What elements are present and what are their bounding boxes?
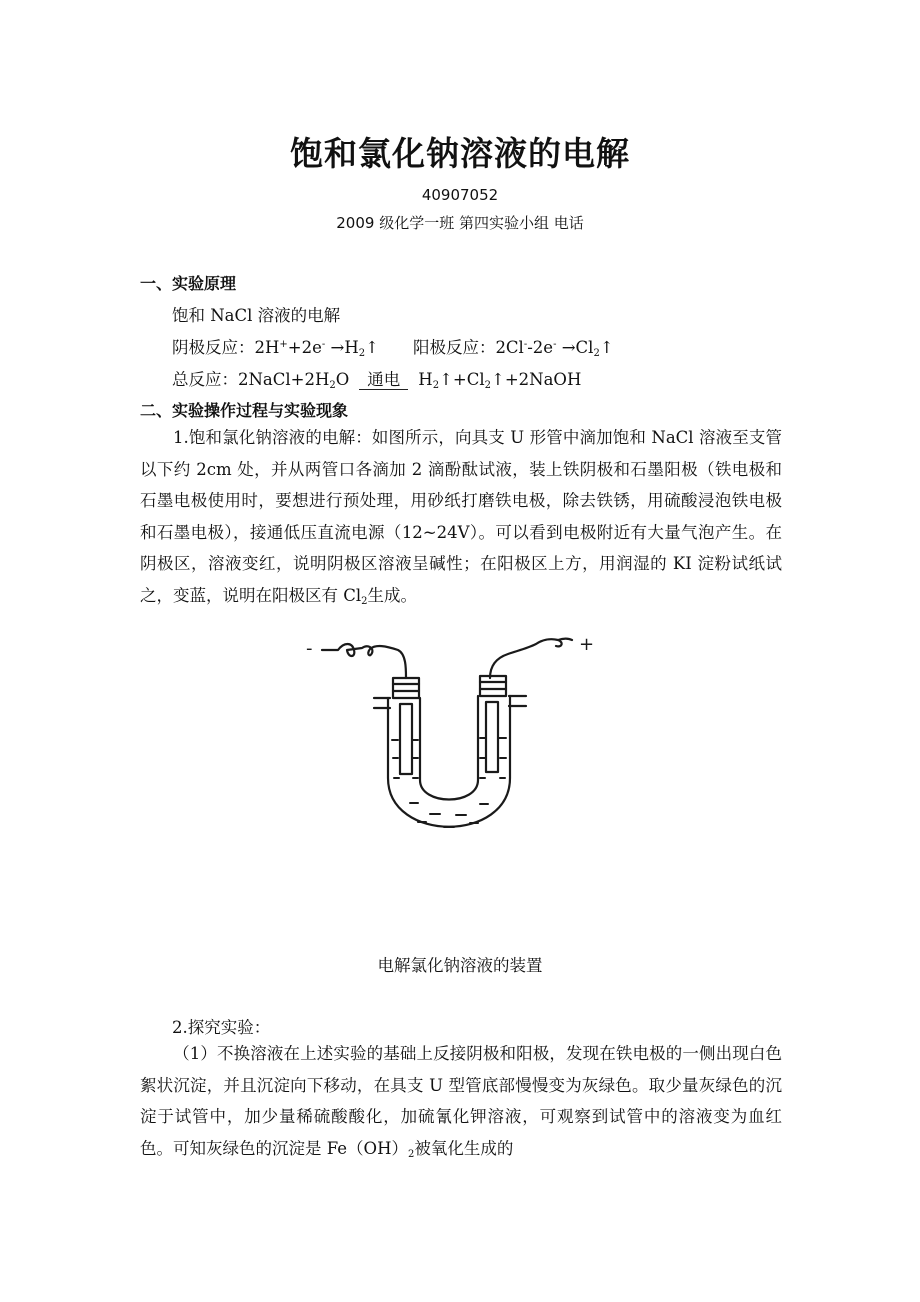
total-products: $H_2↑+Cl_2↑+2NaOH$: [418, 370, 582, 391]
iron-cathode: [400, 704, 412, 774]
cathode-label: 阴极反应：: [172, 338, 255, 357]
figure-caption: 电解氯化钠溶液的装置: [377, 956, 543, 975]
anode-label: 阳极反应：: [412, 338, 496, 357]
section1-heading: 一、实验原理: [140, 274, 237, 293]
electrode-reactions: [172, 334, 614, 359]
positive-terminal-sign: +: [579, 634, 595, 655]
negative-wire: [322, 644, 406, 678]
right-stopper: [480, 676, 506, 696]
positive-wire: [490, 639, 572, 679]
page-title: 饱和氯化钠溶液的电解: [290, 134, 630, 173]
graphite-anode: [486, 702, 498, 772]
cathode-equation: $2H^++2e^- \to H_2↑$: [254, 338, 379, 359]
explore-heading: 2.探究实验：: [172, 1018, 271, 1037]
total-reactants: $2NaCl+2H_2O$: [238, 370, 350, 391]
u-tube-apparatus-figure: [300, 628, 610, 843]
left-stopper: [393, 678, 419, 698]
anode-equation: $2Cl^--2e^- \to Cl_2↑$: [495, 338, 614, 359]
explore-paragraph: （1）不换溶液在上述实验的基础上反接阴极和阳极，发现在铁电极的一侧出现白色絮状沉淀，并且沉淀向下移动，在具支 U 型管底部慢慢变为灰绿色。取少量灰绿色的沉淀于试管中，加少量稀硫酸酸化，加硫氰化钾溶液，可观察到试管中的溶液变为血红色。可知灰绿色的沉淀是 $Fe(OH)_2$被氧化生成的: [140, 1044, 782, 1160]
principle-subject: 饱和 NaCl 溶液的电解: [172, 306, 341, 325]
total-reaction: [172, 366, 581, 391]
student-id: 40907052: [421, 186, 499, 204]
total-label: 总反应：: [172, 370, 238, 389]
section2-heading: 二、实验操作过程与实验现象: [140, 401, 349, 420]
negative-terminal-sign: -: [306, 638, 313, 659]
u-tube-outer: [388, 696, 510, 827]
right-side-arm: [509, 696, 526, 706]
solution-level-marks: [392, 738, 506, 827]
u-tube-inner: [420, 696, 478, 800]
reaction-condition: 通电: [359, 371, 408, 390]
procedure-paragraph: 1.饱和氯化钠溶液的电解：如图所示，向具支 U 形管中滴加饱和 NaCl 溶液至支管以下约 2cm 处，并从两管口各滴加 2 滴酚酞试液，装上铁阴极和石墨阳极（铁电极和石墨电极使用时，要想进行预处理，用砂纸打磨铁电极，除去铁锈，用硫酸浸泡铁电极和石墨电极），接通低压直流电源（12~24V）。可以看到电极附近有大量气泡产生。在阴极区，溶液变红，说明阴极区溶液呈碱性；在阳极区上方，用润湿的 KI 淀粉试纸试之，变蓝，说明在阳极区有 $Cl_2$生成。: [140, 428, 782, 607]
group-info: 2009 级化学一班 第四实验小组 电话: [336, 214, 584, 232]
